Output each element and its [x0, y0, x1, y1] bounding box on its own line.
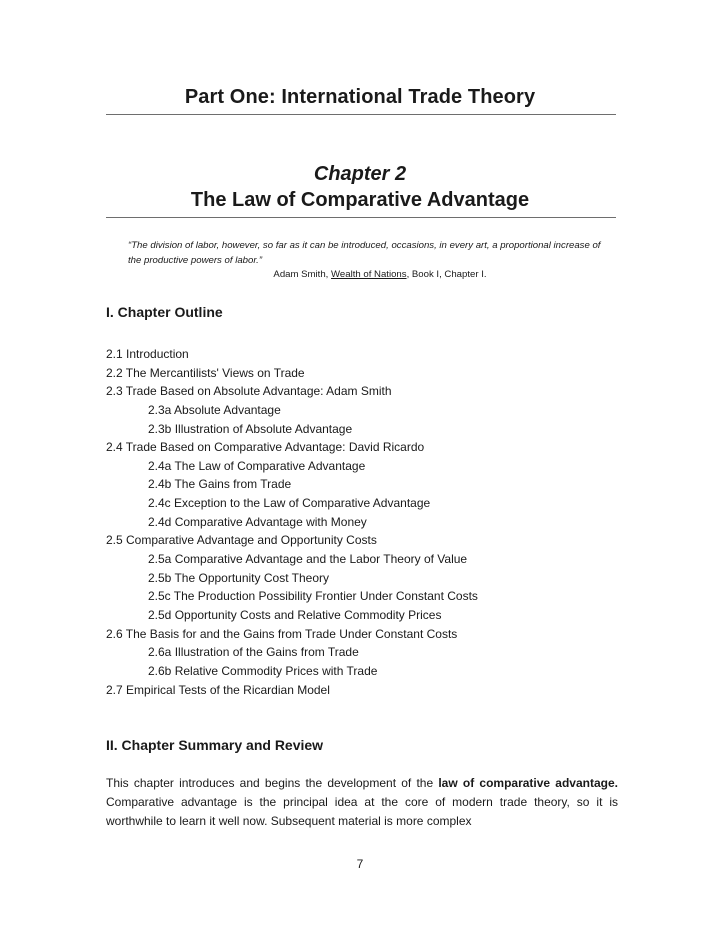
outline-section-item: 2.4 Trade Based on Comparative Advantage: David Ricardo [106, 440, 425, 455]
outline-section-item: 2.3 Trade Based on Absolute Advantage: Adam Smith [106, 384, 392, 399]
outline-subsection-item: 2.4b The Gains from Trade [148, 477, 292, 492]
epigraph-book: Wealth of Nations [331, 269, 407, 280]
summary-text-body: Comparative advantage is the principal idea at the core of modern trade theory, so it is worthwhile to learn it well now. Subsequent material is more complex [106, 795, 618, 828]
chapter-title-divider [106, 217, 616, 218]
outline-section-item: 2.6 The Basis for and the Gains from Trade Under Constant Costs [106, 626, 458, 641]
chapter-title: The Law of Comparative Advantage [190, 189, 530, 211]
chapter-number: Chapter 2 [313, 163, 407, 185]
outline-section-item: 2.1 Introduction [106, 347, 189, 361]
outline-subsection-item: 2.5d Opportunity Costs and Relative Commodity Prices [148, 607, 442, 622]
part-title-divider [106, 114, 616, 115]
summary-heading: II. Chapter Summary and Review [106, 737, 324, 753]
page-number: 7 [356, 857, 364, 871]
outline-subsection-item: 2.6a Illustration of the Gains from Trade [148, 645, 359, 660]
outline-section-item: 2.2 The Mercantilists' Views on Trade [106, 365, 305, 380]
summary-key-term: law of comparative advantage. [438, 776, 618, 790]
summary-paragraph [106, 774, 618, 831]
epigraph-source [0, 269, 720, 280]
outline-subsection-item: 2.3b Illustration of Absolute Advantage [148, 421, 353, 436]
outline-subsection-item: 2.3a Absolute Advantage [148, 402, 281, 417]
summary-text-intro: This chapter introduces and begins the development of the [106, 776, 439, 790]
outline-subsection-item: 2.4d Comparative Advantage with Money [148, 514, 367, 529]
outline-subsection-item: 2.6b Relative Commodity Prices with Trade [148, 663, 378, 678]
chapter-outline-list [106, 345, 478, 699]
epigraph-quote: “The division of labor, however, so far as it can be introduced, occasions, in every art, a proportional increase of the productive powers of labor.” [128, 240, 601, 266]
outline-subsection-item: 2.4c Exception to the Law of Comparative Advantage [148, 496, 431, 511]
outline-subsection-item: 2.5b The Opportunity Cost Theory [148, 570, 329, 585]
outline-subsection-item: 2.5a Comparative Advantage and the Labor Theory of Value [148, 552, 468, 567]
outline-section-item: 2.7 Empirical Tests of the Ricardian Model [106, 682, 330, 697]
part-title: Part One: International Trade Theory [184, 86, 536, 108]
epigraph-location: , Book I, Chapter I. [406, 269, 487, 280]
epigraph-author: Adam Smith, [273, 269, 329, 280]
outline-section-item: 2.5 Comparative Advantage and Opportunity Costs [106, 533, 377, 548]
outline-subsection-item: 2.4a The Law of Comparative Advantage [148, 458, 366, 473]
outline-heading: I. Chapter Outline [106, 304, 223, 320]
outline-subsection-item: 2.5c The Production Possibility Frontier Under Constant Costs [148, 589, 478, 604]
